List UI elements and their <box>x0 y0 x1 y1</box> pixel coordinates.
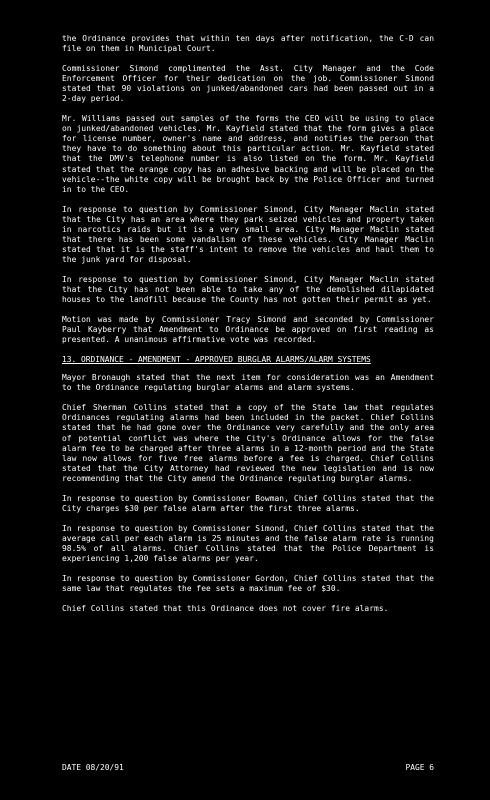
paragraph-gordon: In response to question by Commissioner Gordon, Chief Collins stated that the same law that regulates the fee sets a maximum fee of $30. <box>62 574 434 594</box>
paragraph-forms: Mr. Williams passed out samples of the forms the CEO will be using to place on junked/abandoned vehicles. Mr. Kayfield stated that the form gives a place for license number, owner's name and address, and notifies the person that they have to do something about this particular action. Mr. Kayfield stated that the DMV's telephone number is also listed on the form. Mr. Kayfield stated that the orange copy has an adhesive backing and will be placed on the vehicle--the white copy will be brought back by the Police Officer and turned in to the CEO. <box>62 114 434 194</box>
paragraph-bowman: In response to question by Commissioner Bowman, Chief Collins stated that the City charges $30 per false alarm after the first three alarms. <box>62 493 434 513</box>
paragraph-landfill: In response to question by Commissioner Simond, City Manager Maclin stated that the City has not been able to take any of the demolished dilapidated houses to the landfill because the County has not gotten their permit as yet. <box>62 274 434 305</box>
paragraph-fire-alarms: Chief Collins stated that this Ordinance does not cover fire alarms. <box>62 604 389 614</box>
paragraph-commissioner-simond: Commissioner Simond complimented the Asst. City Manager and the Code Enforcement Officer for their dedication on the job. Commissioner Simond stated that 90 violations on junked/abandoned cars had been passed out in a 2-day period. <box>62 64 434 104</box>
footer-page-number: PAGE 6 <box>405 763 434 772</box>
paragraph-mayor: Mayor Bronaugh stated that the next item for consideration was an Amendment to the Ordinance regulating burglar alarms and alarm systems. <box>62 373 434 393</box>
paragraph-false-alarms: In response to question by Commissioner Simond, Chief Collins stated that the average call per each alarm is 25 minutes and the false alarm rate is running 98.5% of all alarms. Chief Collins stated that the Police Department is experiencing 1,200 false alarms per year. <box>62 523 434 563</box>
paragraph-motion: Motion was made by Commissioner Tracy Simond and seconded by Commissioner Paul Kayberry that Amendment to Ordinance be approved on first reading as presented. A unanimous affirmative vote was recorded. <box>62 315 434 345</box>
paragraph-chief-collins: Chief Sherman Collins stated that a copy of the State law that regulates Ordinances regulating alarms had been included in the packet. Chief Collins stated that he had gone over the Ordinance very carefully and the only area of potential conflict was where the City's Ordinance allows for the false alarm fee to be charged after three alarms in a 12-month period and the State law now allows for five free alarms before a fee is charged. Chief Collins stated that the City Attorney had reviewed the new legislation and is now recommending that the City amend the Ordinance regulating burglar alarms. <box>62 403 434 483</box>
section-heading: 13. ORDINANCE - AMENDMENT - APPROVED BURGLAR ALARMS/ALARM SYSTEMS <box>62 355 371 365</box>
paragraph-seized-vehicles: In response to question by Commissioner Simond, City Manager Maclin stated that the City has an area where they park seized vehicles and property taken in narcotics raids but it is a very small area. City Manager Maclin stated that there has been some vandalism of these vehicles. City Manager Maclin stated that it is the staff's intent to remove the vehicles and haul them to the junk yard for disposal. <box>62 204 434 264</box>
page-footer <box>62 763 434 773</box>
paragraph-notification: the Ordinance provides that within ten days after notification, the C-D can file on them in Municipal Court. <box>62 34 434 54</box>
footer-date: DATE 08/20/91 <box>62 763 124 772</box>
